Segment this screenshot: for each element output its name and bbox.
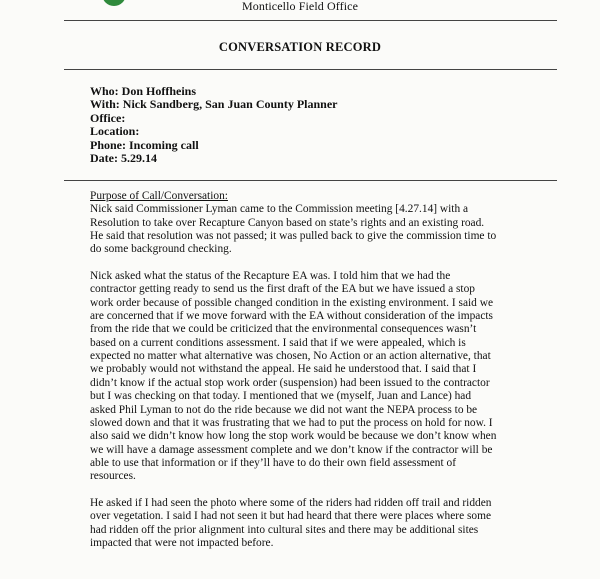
field-office-name: Monticello Field Office [241,0,359,13]
paragraph-spacer [90,484,540,497]
paragraph-line: work order because of possible changed condition in the existing environment. I said we [90,296,493,309]
paragraph-line: expected no matter what alternative was chosen, No Action or an action alternative, that [90,350,491,363]
paragraph-line: He said that resolution was not passed; it was pulled back to give the commission time to [90,230,497,243]
paragraph-line: Nick said Commissioner Lyman came to the Commission meeting [4.27.14] with a [90,203,469,216]
paragraph-line: based on a current conditions assessment. I said that if we were appealed, which is [90,336,466,349]
document-title: CONVERSATION RECORD [218,40,382,54]
paragraph-line: we will have a damage assessment complete and we don’t know if the contractor will be [90,443,493,456]
date-field: Date: 5.29.14 [90,151,157,166]
paragraph-line: resources. [90,470,136,483]
paragraph-line: do some background checking. [90,243,232,256]
paragraph-3 [90,497,540,550]
paragraph-line: asked Phil Lyman to not do the ride because we did not want the NEPA process to be [90,403,478,416]
paragraph-1 [90,203,540,256]
paragraph-line: are concerned that if we move forward with the EA without consideration of the impacts [90,310,493,323]
paragraph-line: from the ride that we could be criticized that the environmental consequences wasn’t [90,323,477,336]
paragraph-line: He asked if I had seen the photo where some of the riders had ridden off trail and ridden [90,496,492,509]
header-divider [64,20,557,21]
paragraph-line: impacted that were not impacted before. [90,536,274,549]
paragraph-line: over vegetation. I said I had not seen it but had heard that there were places where some [90,510,492,523]
location-field: Location: [90,124,140,139]
paragraph-line: we probably would not withstand the appeal. He said he understood that. I said that I [90,363,477,376]
paragraph-line: had ridden off the prior alignment into cultural sites and there may be additional sites [90,523,479,536]
paragraph-line: Resolution to take over Recapture Canyon based on state’s rights and an existing road. [90,216,485,229]
paragraph-2 [90,270,540,484]
with-field: With: Nick Sandberg, San Juan County Planner [90,97,338,112]
who-field: Who: Don Hoffheins [90,84,197,98]
paragraph-line: but I was checking on that today. I mentioned that we (myself, Juan and Lance) had [90,390,472,403]
paragraph-line: contractor getting ready to send us the first draft of the EA but we have issued a stop [90,283,475,296]
paragraph-line: Nick asked what the status of the Recapture EA was. I told him that we had the [90,270,451,283]
phone-field: Phone: Incoming call [90,137,199,152]
paragraph-line: didn’t know if the actual stop work order (suspension) had been issued to the contractor [90,376,490,389]
paragraph-line: able to use that information or if they’ll have to do their own field assessment of [90,456,456,469]
details-divider [64,180,557,181]
purpose-heading: Purpose of Call/Conversation: [90,190,228,202]
title-divider [64,69,557,70]
paragraph-spacer [90,257,540,270]
paragraph-line: also said we didn’t know how long the stop work would be because we don’t know when [90,430,497,443]
conversation-details [90,85,338,165]
conversation-body [90,190,540,550]
paragraph-line: slowed down and that it was frustrating that we had to put the process on hold for now. I [90,416,493,429]
office-field: Office: [90,110,126,125]
